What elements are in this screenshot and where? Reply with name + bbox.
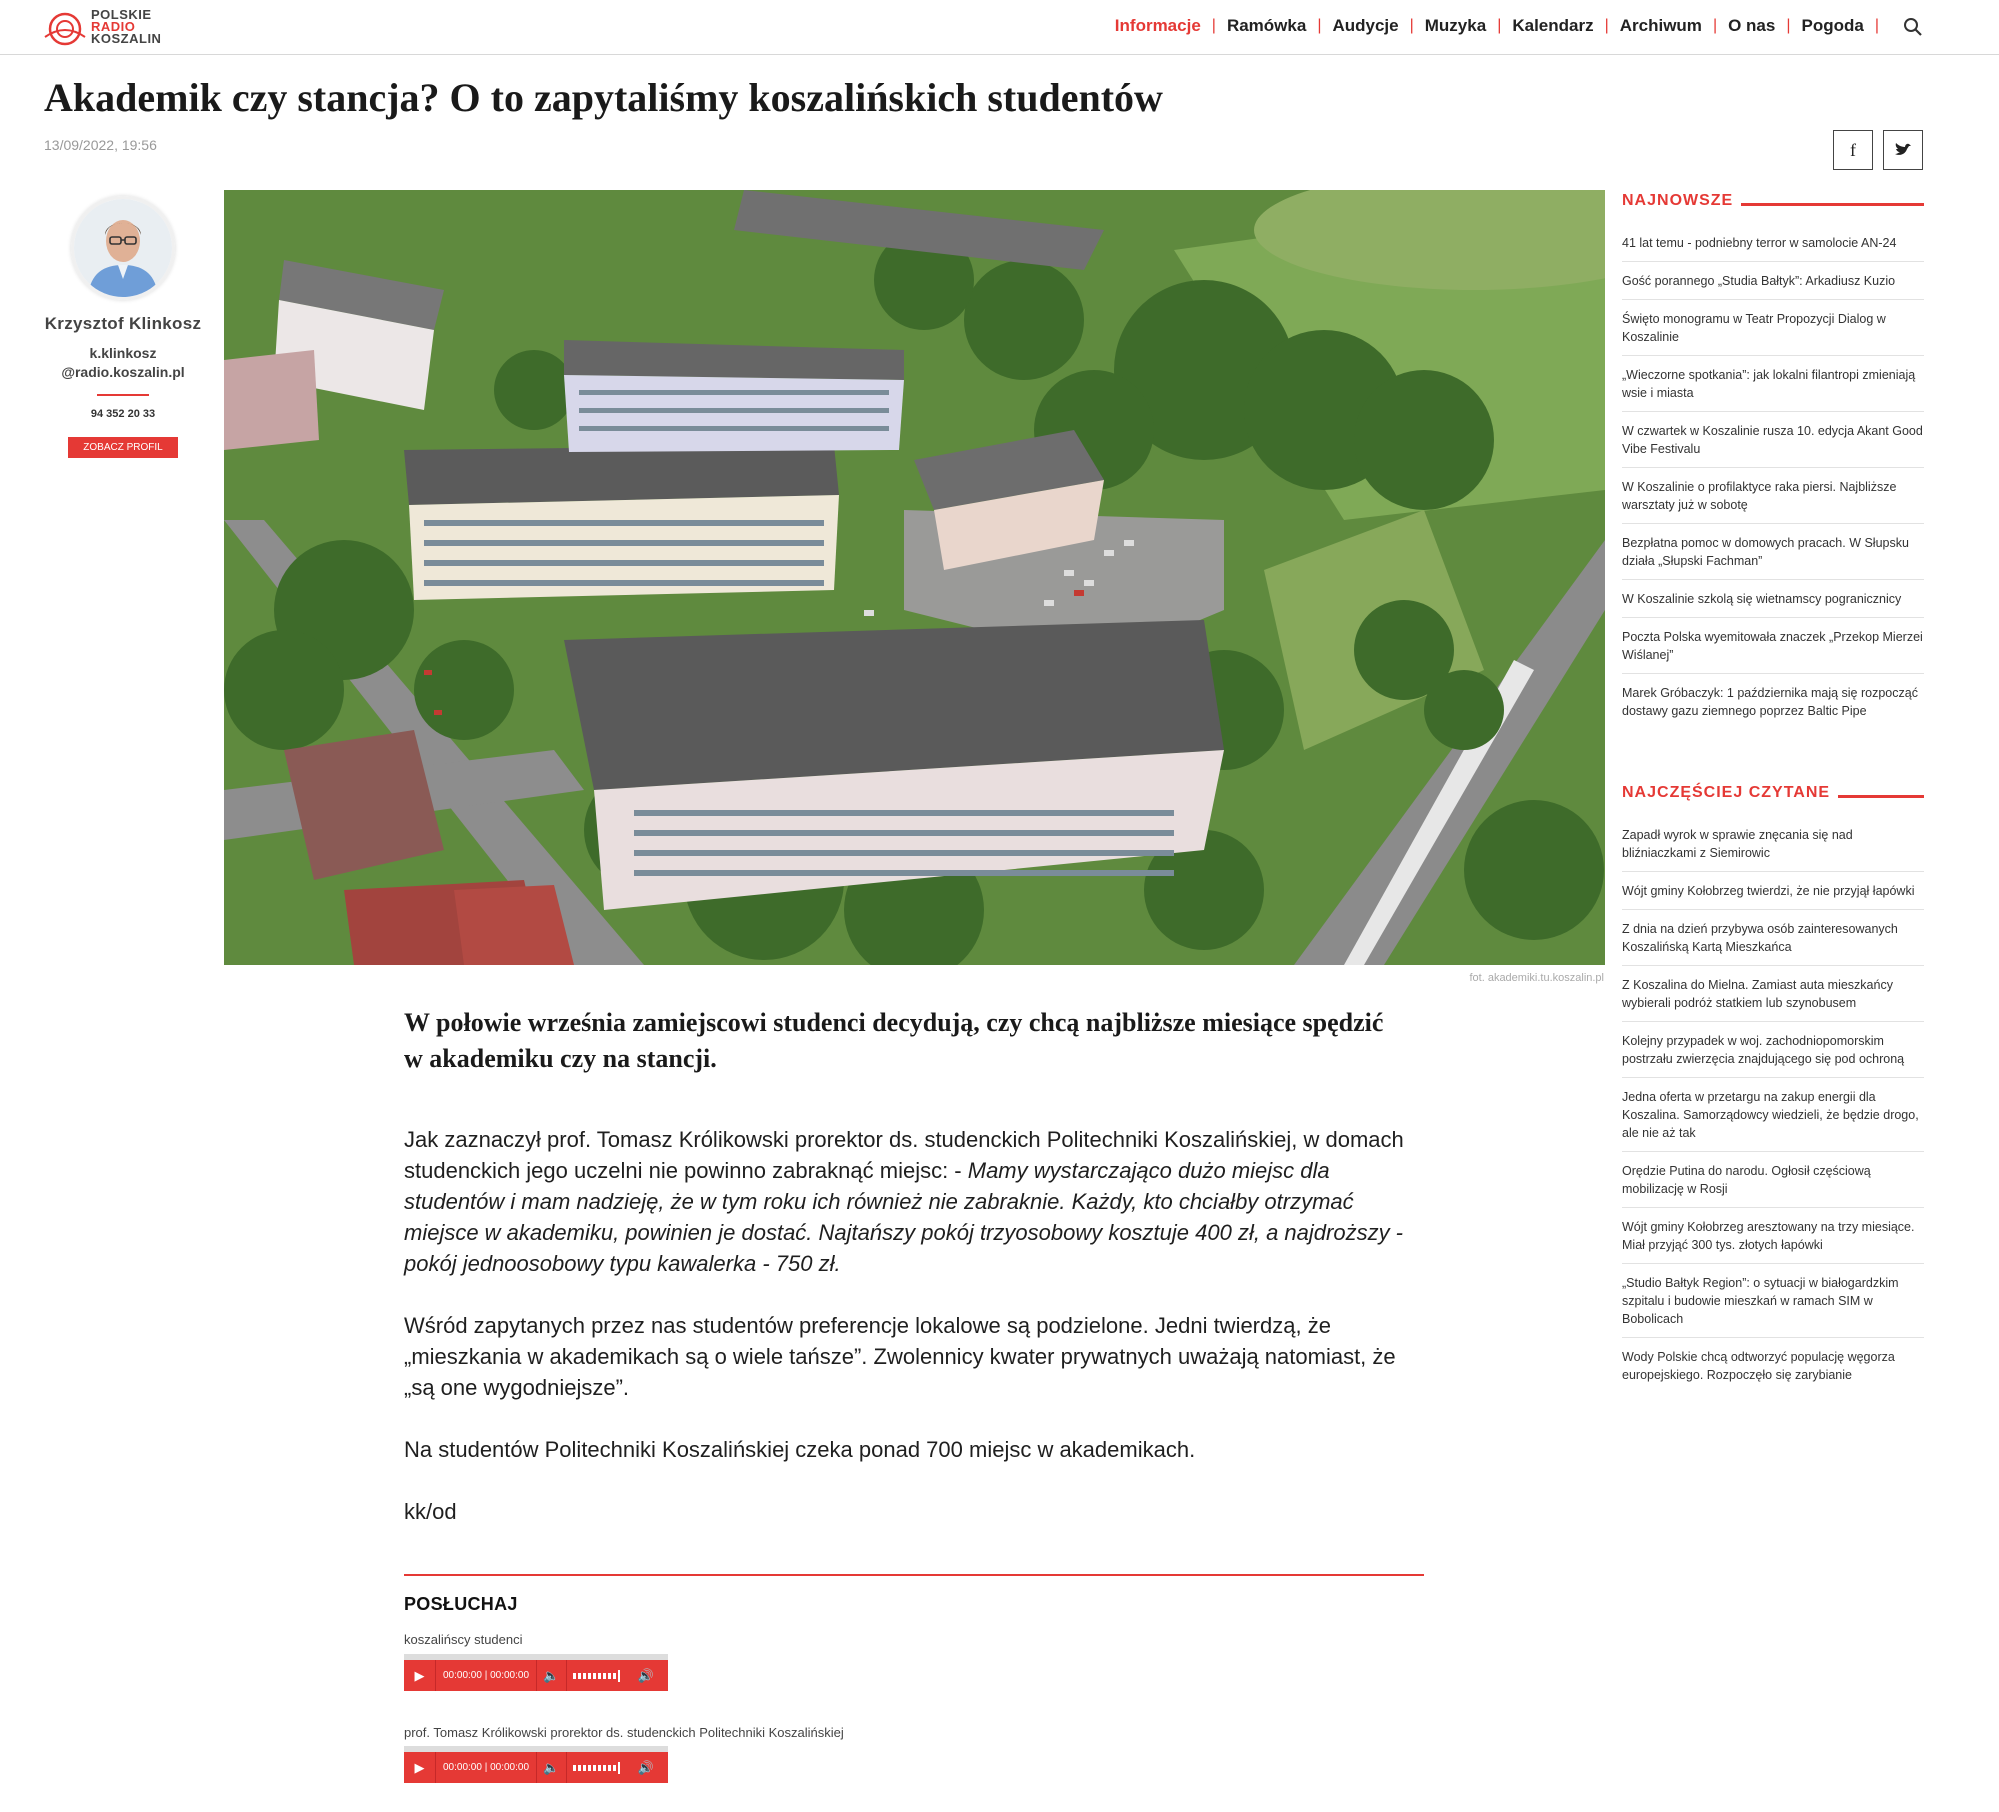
nav-item-kalendarz[interactable]: Kalendarz <box>1512 16 1594 35</box>
heading-rule <box>1741 203 1924 206</box>
newest-item[interactable]: W Koszalinie szkolą się wietnamscy pogranicznicy <box>1622 580 1924 618</box>
logo-line-2: RADIO <box>91 19 136 34</box>
article-paragraph: Na studentów Politechniki Koszalińskiej czeka ponad 700 miejsc w akademikach. <box>404 1437 1196 1462</box>
sidebar-popular <box>1622 784 1924 1393</box>
author-card <box>38 196 208 458</box>
sidebar-heading-text: NAJCZĘŚCIEJ CZYTANE <box>1622 784 1831 801</box>
nav-separator: | <box>1786 17 1791 34</box>
volume-slider[interactable] <box>567 1763 631 1773</box>
nav-separator: | <box>1604 17 1609 34</box>
popular-item[interactable]: Zapadł wyrok w sprawie znęcania się nad bliźniaczkami z Siemirowic <box>1622 816 1924 872</box>
logo-line-3: KOSZALIN <box>91 31 162 46</box>
max-volume-icon[interactable]: 🔊 <box>637 1667 655 1683</box>
author-name[interactable]: Krzysztof Klinkosz <box>44 314 202 333</box>
nav-separator: | <box>1409 17 1414 34</box>
sidebar-heading <box>1622 784 1924 802</box>
logo-line-1: POLSKIE <box>91 7 152 22</box>
audio-controls <box>404 1752 668 1783</box>
audio-time: 00:00:00 | 00:00:00 <box>436 1752 537 1783</box>
popular-list <box>1622 816 1924 1393</box>
main-nav <box>1104 16 1879 36</box>
nav-item-ramowka[interactable]: Ramówka <box>1226 16 1307 35</box>
article-paragraph <box>404 1124 1424 1279</box>
site-logo[interactable] <box>43 7 161 47</box>
twitter-share-button[interactable] <box>1883 130 1923 170</box>
author-email[interactable] <box>38 344 208 382</box>
newest-item[interactable]: Święto monogramu w Teatr Propozycji Dialog w Koszalinie <box>1622 300 1924 356</box>
article-lead: W połowie września zamiejscowi studenci decydują, czy chcą najbliższe miesiące spędzić w akademiku czy na stancji. <box>404 1008 1384 1073</box>
max-volume-icon[interactable]: 🔊 <box>637 1759 655 1775</box>
article-paragraph: Wśród zapytanych przez nas studentów preferencje lokalowe są podzielone. Jedni twierdzą, że „mieszkania w akademikach są o wiele tańsze”. Zwolennicy kwater prywatnych uważają natomiast, że „są one wygodniejsze”. <box>404 1313 1396 1400</box>
audio-track-label: prof. Tomasz Królikowski prorektor ds. studenckich Politechniki Koszalińskiej <box>404 1725 844 1740</box>
nav-separator: | <box>1874 17 1879 34</box>
audio-track-label: koszalińscy studenci <box>404 1632 523 1647</box>
nav-item-informacje[interactable]: Informacje <box>1114 16 1201 35</box>
mute-icon[interactable]: 🔈 <box>537 1660 567 1691</box>
sidebar-heading <box>1622 192 1924 210</box>
audio-controls <box>404 1660 668 1691</box>
author-avatar <box>71 196 175 300</box>
top-navbar <box>0 0 1999 55</box>
listen-divider <box>404 1574 1424 1576</box>
popular-item[interactable]: Wójt gminy Kołobrzeg aresztowany na trzy miesiące. Miał przyjąć 300 tys. złotych łapówki <box>1622 1208 1924 1264</box>
popular-item[interactable]: Orędzie Putina do narodu. Ogłosił częściową mobilizację w Rosji <box>1622 1152 1924 1208</box>
newest-item[interactable]: Marek Gróbaczyk: 1 października mają się rozpocząć dostawy gazu ziemnego poprzez Baltic Pipe <box>1622 686 1918 718</box>
mute-icon[interactable]: 🔈 <box>537 1752 567 1783</box>
newest-item[interactable]: W czwartek w Koszalinie rusza 10. edycja Akant Good Vibe Festivalu <box>1622 412 1924 468</box>
facebook-icon: f <box>1850 139 1856 160</box>
audio-player <box>404 1746 668 1783</box>
heading-rule <box>1838 795 1924 798</box>
newest-item[interactable]: „Wieczorne spotkania”: jak lokalni filantropi zmieniają wsie i miasta <box>1622 356 1924 412</box>
newest-item[interactable]: 41 lat temu - podniebny terror w samolocie AN-24 <box>1622 224 1924 262</box>
audio-time: 00:00:00 | 00:00:00 <box>436 1660 537 1691</box>
sidebar-newest <box>1622 192 1924 729</box>
search-icon[interactable] <box>1903 17 1923 37</box>
photo-credit: fot. akademiki.tu.koszalin.pl <box>1469 972 1604 984</box>
newest-item[interactable]: Poczta Polska wyemitowała znaczek „Przekop Mierzei Wiślanej” <box>1622 618 1924 674</box>
nav-item-muzyka[interactable]: Muzyka <box>1424 16 1487 35</box>
play-icon[interactable]: ▶ <box>404 1660 436 1691</box>
facebook-share-button[interactable] <box>1833 130 1873 170</box>
author-divider <box>97 394 149 396</box>
nav-separator: | <box>1211 17 1216 34</box>
newest-list <box>1622 224 1924 729</box>
play-icon[interactable]: ▶ <box>404 1752 436 1783</box>
popular-item[interactable]: Wody Polskie chcą odtworzyć populację węgorza europejskiego. Rozpoczęło się zarybianie <box>1622 1350 1895 1382</box>
popular-item[interactable]: Jedna oferta w przetargu na zakup energii dla Koszalina. Samorządowcy wiedzieli, że będzie drogo, ale nie aż tak <box>1622 1078 1924 1152</box>
volume-slider[interactable] <box>567 1671 631 1681</box>
article-signature: kk/od <box>404 1499 457 1524</box>
article-date: 13/09/2022, 19:56 <box>44 137 157 153</box>
nav-item-archiwum[interactable]: Archiwum <box>1619 16 1702 35</box>
newest-item[interactable]: Bezpłatna pomoc w domowych pracach. W Słupsku działa „Słupski Fachman” <box>1622 524 1924 580</box>
nav-separator: | <box>1712 17 1718 34</box>
nav-separator: | <box>1497 17 1502 34</box>
article-title: Akademik czy stancja? O to zapytaliśmy koszalińskich studentów <box>44 75 1163 120</box>
author-email-line-1: k.klinkosz <box>89 345 157 361</box>
quote-text: Mamy wystarczająco dużo miejsc dla studentów i mam nadzieję, że w tym roku ich również nie zabraknie. Każdy, kto chciałby otrzymać miejsce w akademiku, powinien je dostać. Najtańszy pokój trzyosobowy kosztuje 400 zł, a najdroższy - pokój jednoosobowy typu kawalerka - 750 zł. <box>404 1158 1404 1276</box>
radio-logo-icon <box>43 7 87 47</box>
view-profile-button[interactable]: ZOBACZ PROFIL <box>68 437 177 458</box>
popular-item[interactable]: Z dnia na dzień przybywa osób zainteresowanych Koszalińską Kartą Mieszkańca <box>1622 910 1924 966</box>
audio-player <box>404 1654 668 1691</box>
paragraph-text: Jak zaznaczył prof. Tomasz Królikowski prorektor ds. studenckich Politechniki Koszalińskiej, w domach studenckich jego uczelni nie powinno zabraknąć miejsc: - <box>404 1127 1404 1183</box>
popular-item[interactable]: Wójt gminy Kołobrzeg twierdzi, że nie przyjął łapówki <box>1622 872 1924 910</box>
popular-item[interactable]: Kolejny przypadek w woj. zachodniopomorskim postrzału zwierzęcia znajdującego się pod ochroną <box>1622 1022 1924 1078</box>
logo-wordmark <box>91 9 161 45</box>
twitter-icon <box>1894 143 1912 157</box>
nav-item-audycje[interactable]: Audycje <box>1332 16 1399 35</box>
nav-item-o-nas[interactable]: O nas <box>1728 16 1776 35</box>
article-hero-image <box>224 190 1605 965</box>
author-email-line-2: @radio.koszalin.pl <box>61 364 185 380</box>
popular-item[interactable]: „Studio Bałtyk Region”: o sytuacji w białogardzkim szpitalu i budowie mieszkań w ramach SIM w Bobolicach <box>1622 1264 1924 1338</box>
newest-item[interactable]: Gość porannego „Studia Bałtyk”: Arkadiusz Kuzio <box>1622 262 1924 300</box>
newest-item[interactable]: W Koszalinie o profilaktyce raka piersi. Najbliższe warsztaty już w sobotę <box>1622 468 1924 524</box>
sidebar-heading-text: NAJNOWSZE <box>1622 192 1734 209</box>
listen-heading: POSŁUCHAJ <box>404 1594 518 1614</box>
article-body <box>404 1124 1424 1558</box>
author-phone: 94 352 20 33 <box>90 408 156 420</box>
nav-separator: | <box>1317 17 1322 34</box>
nav-item-pogoda[interactable]: Pogoda <box>1801 16 1864 35</box>
popular-item[interactable]: Z Koszalina do Mielna. Zamiast auta mieszkańcy wybierali podróż statkiem lub szynobusem <box>1622 966 1924 1022</box>
